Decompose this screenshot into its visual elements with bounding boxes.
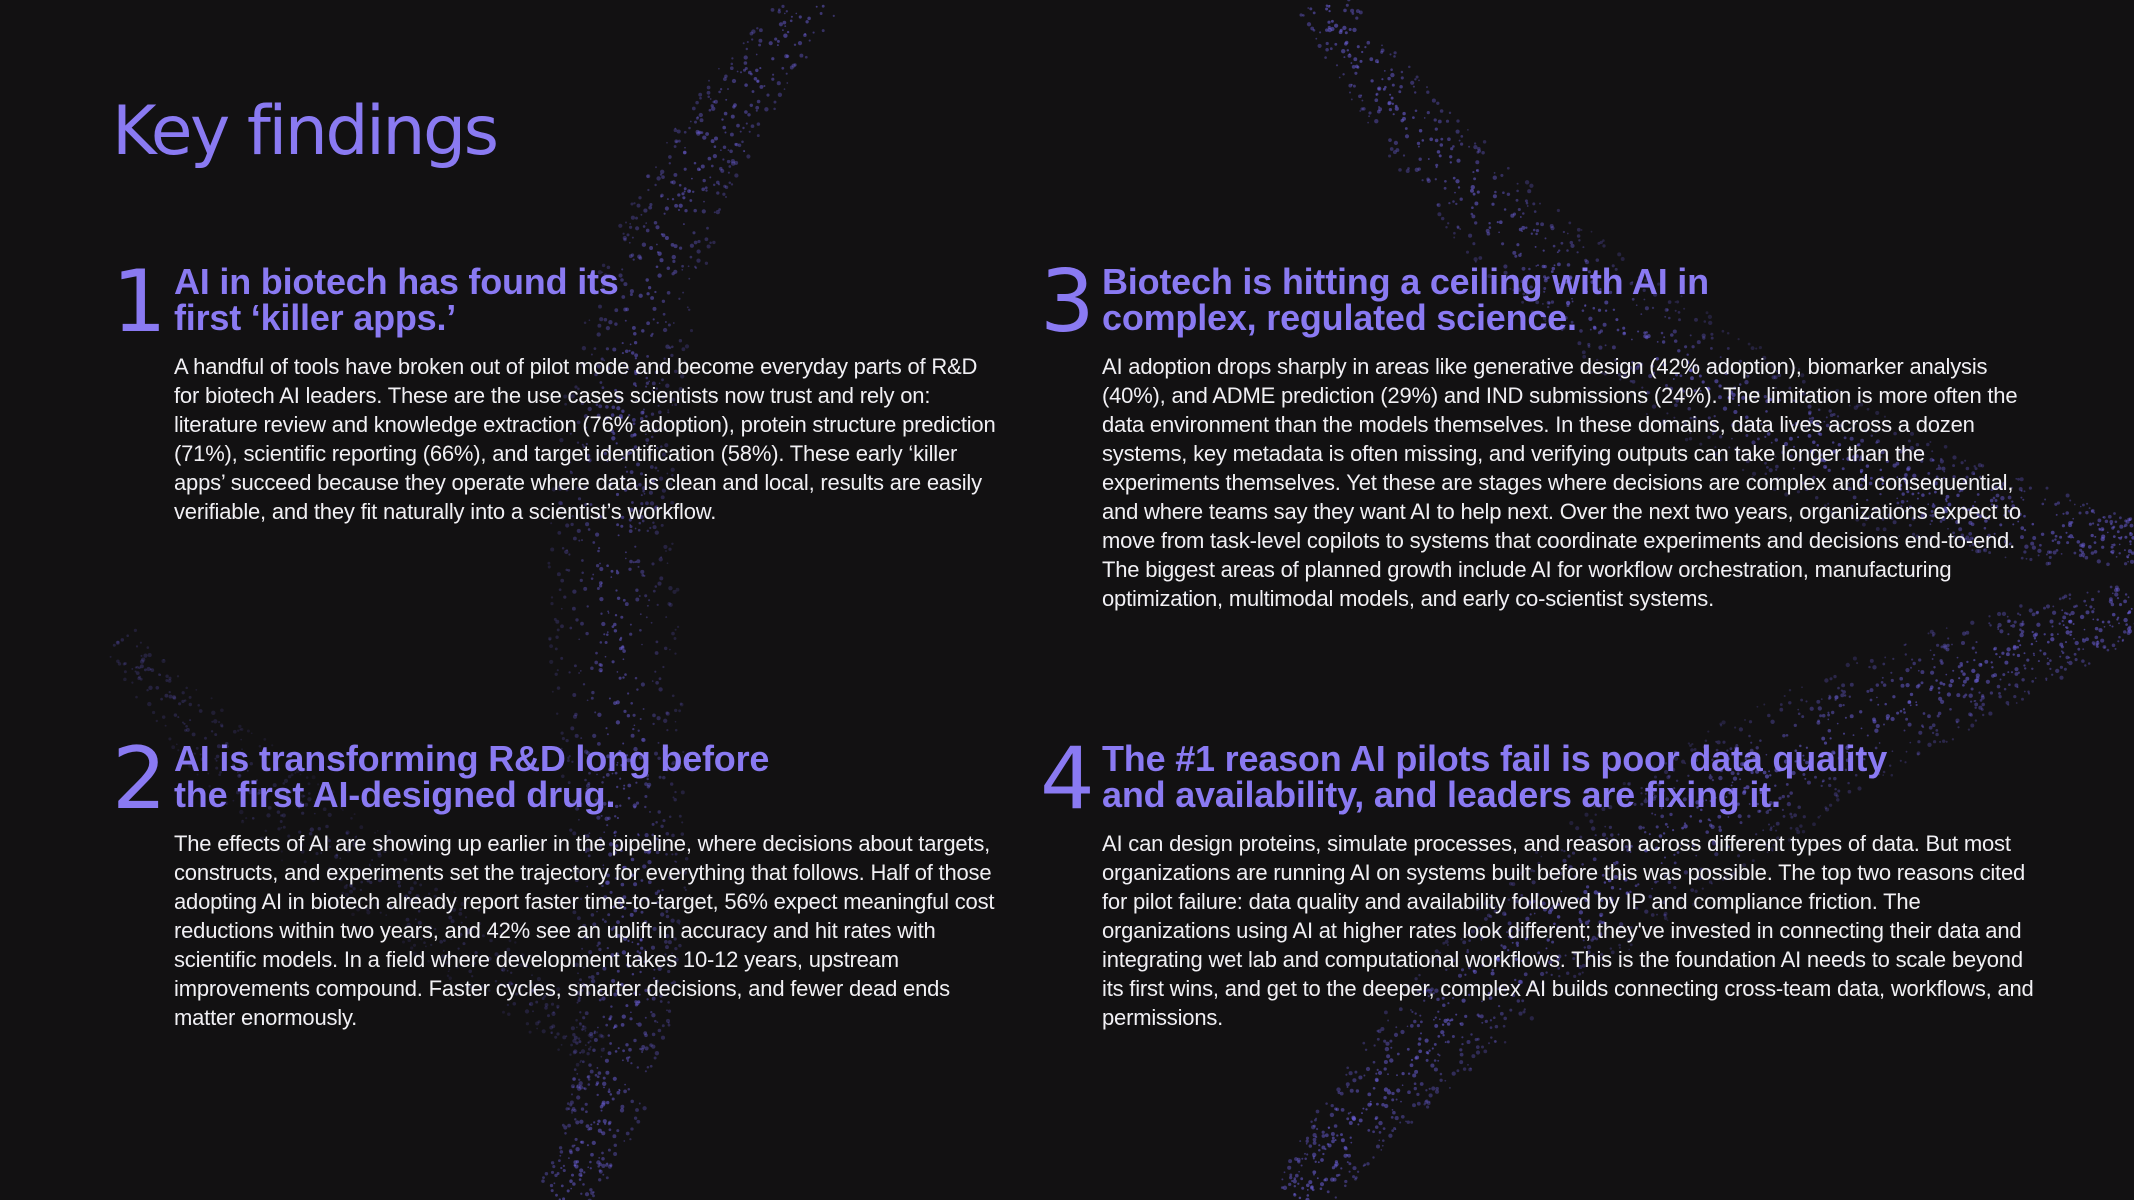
finding-body: The effects of AI are showing up earlier in the pipeline, where decisions about targets, constructs, and experiments set the trajectory for everything that follows. Half of those adopting AI in biotech already report faster time-to-target, 56% expect meaningful cost reductions within two years, and 42% see an uplift in accuracy and hit rates with scientific models. In a field where development takes 10-12 years, upstream improvements compound. Faster cycles, smarter decisions, and fewer dead ends matter enormously.: [174, 831, 995, 1030]
finding-heading-line: AI is transforming R&D long before: [174, 738, 770, 779]
finding-heading: [174, 738, 770, 815]
finding-heading-line: complex, regulated science.: [1102, 297, 1577, 338]
finding-number: 3: [1040, 252, 1095, 352]
finding-heading-line: The #1 reason AI pilots fail is poor data quality: [1102, 738, 1888, 779]
finding-heading-line: AI in biotech has found its: [174, 261, 619, 302]
finding-heading-line: the first AI-designed drug.: [174, 774, 616, 815]
page-title: Key findings: [112, 92, 497, 171]
finding-number: 2: [112, 729, 167, 829]
finding-heading: [174, 261, 619, 338]
finding-heading-line: first ‘killer apps.’: [174, 297, 457, 338]
finding-body: AI adoption drops sharply in areas like generative design (42% adoption), biomarker analysis (40%), and ADME prediction (29%) and IND submissions (24%). The limitation is more often the data environment than the models themselves. In these domains, data lives across a dozen systems, key metadata is often missing, and verifying outputs can take longer than the experiments themselves. Yet these are stages where decisions are complex and consequential, and where teams say they want AI to help next. Over the next two years, organizations expect to move from task-level copilots to systems that coordinate experiments and decisions end-to-end. The biggest areas of planned growth include AI for workflow orchestration, manufacturing optimization, multimodal models, and early co-scientist systems.: [1102, 354, 2021, 611]
finding-number: 1: [112, 252, 167, 352]
finding-number: 4: [1040, 729, 1095, 829]
finding-heading-line: Biotech is hitting a ceiling with AI in: [1102, 261, 1709, 302]
finding-body: A handful of tools have broken out of pilot mode and become everyday parts of R&D for biotech AI leaders. These are the use cases scientists now trust and rely on: literature review and knowledge extraction (76% adoption), protein structure prediction (71%), scientific reporting (66%), and target identification (58%). These early ‘killer apps’ succeed because they operate where data is clean and local, results are easily verifiable, and they fit naturally into a scientist’s workflow.: [174, 354, 996, 524]
finding-heading: [1102, 738, 1888, 815]
finding-body: AI can design proteins, simulate processes, and reason across different types of data. But most organizations are running AI on systems built before this was possible. The top two reasons cited for pilot failure: data quality and availability followed by IP and compliance friction. The organizations using AI at higher rates look different; they've invested in connecting their data and integrating wet lab and computational workflows. This is the foundation AI needs to scale beyond its first wins, and get to the deeper, complex AI builds connecting cross-team data, workflows, and permissions.: [1102, 831, 2034, 1030]
finding-heading-line: and availability, and leaders are fixing it.: [1102, 774, 1781, 815]
finding-heading: [1102, 261, 1709, 338]
